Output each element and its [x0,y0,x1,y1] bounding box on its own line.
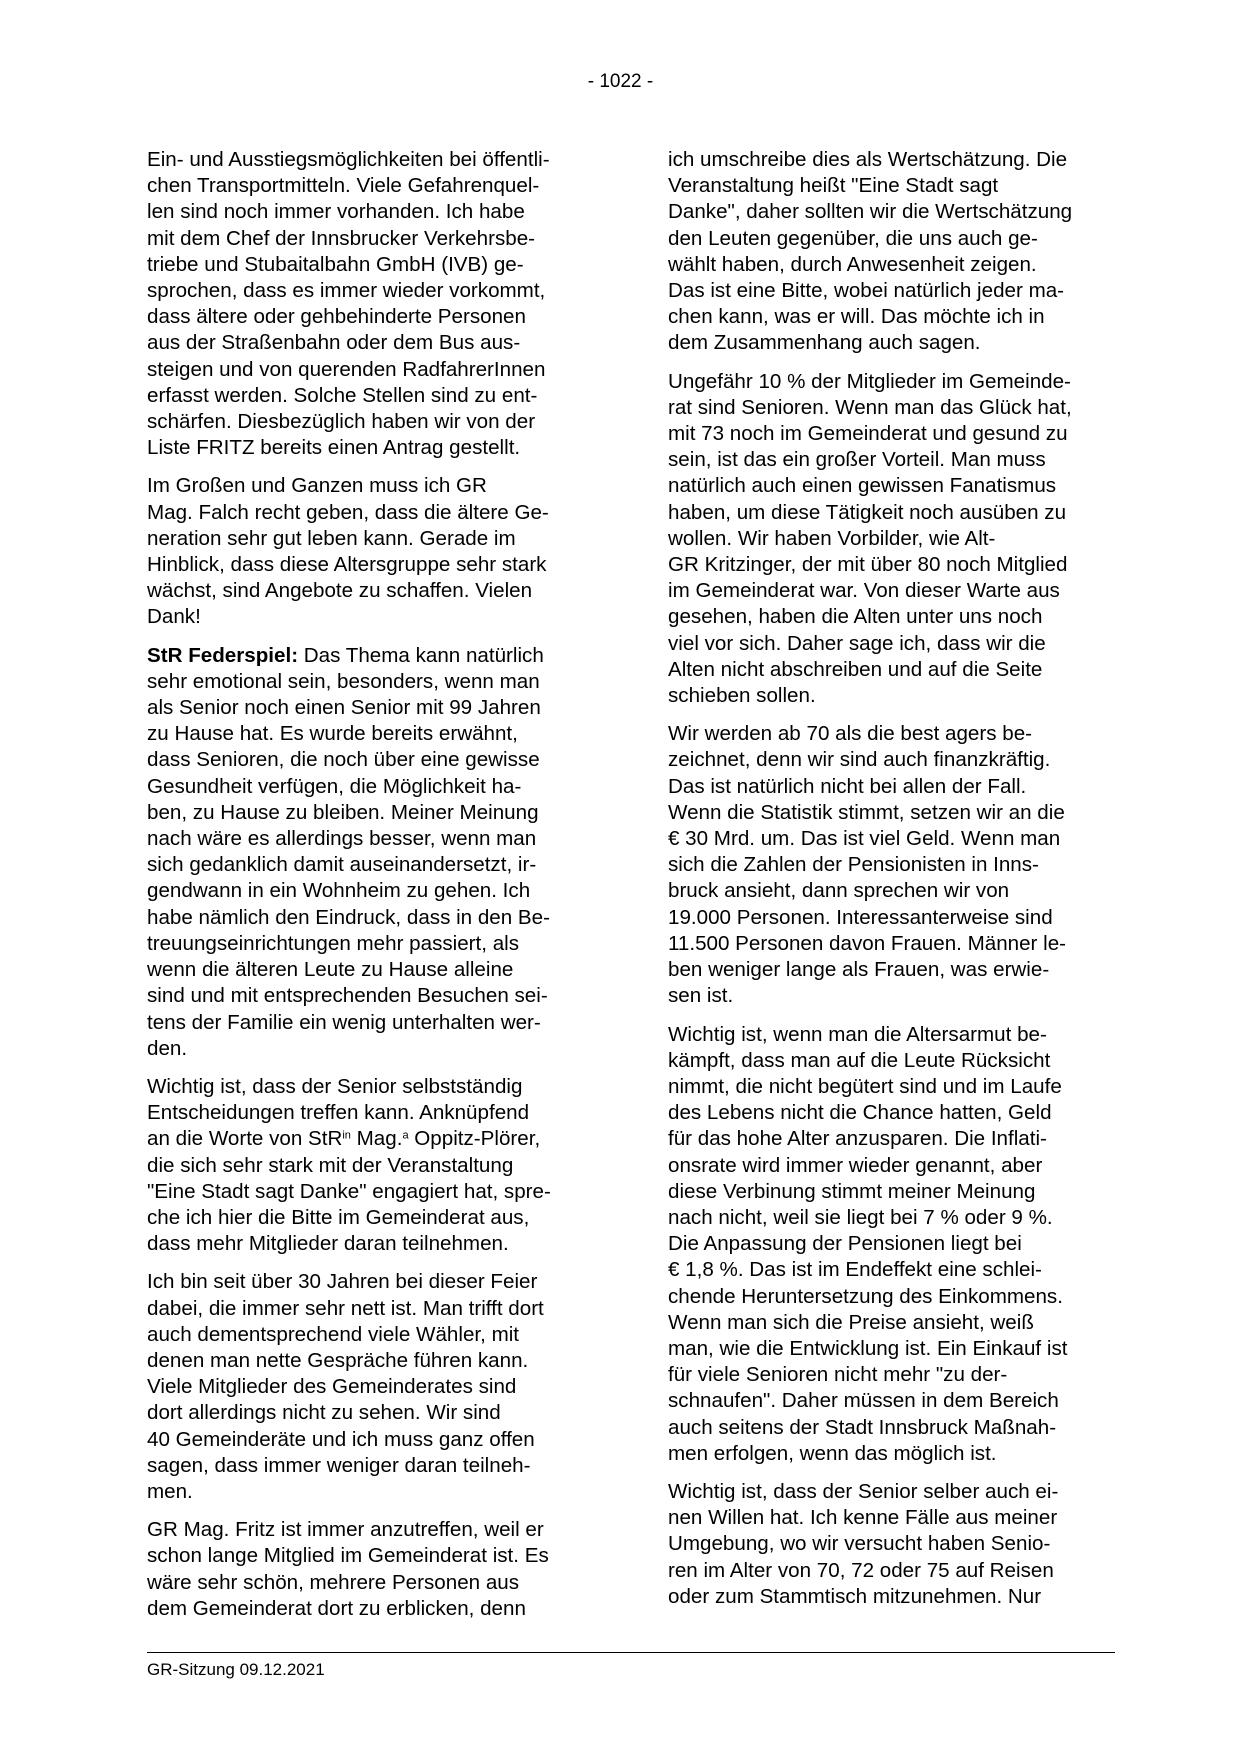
text-line: kämpft, dass man auf die Leute Rücksicht [668,1048,1051,1072]
text-line: GR Mag. Fritz ist immer anzutreffen, weil er [147,1518,544,1542]
text-line: sich die Zahlen der Pensionisten in Inns- [668,853,1039,877]
text-line: Wenn man sich die Preise ansieht, weiß [668,1310,1034,1334]
text-line: sehr emotional sein, besonders, wenn man [147,669,540,693]
text-line: Danke", daher sollten wir die Wertschätzung [668,200,1073,224]
right-paragraph-5 [668,1479,1115,1610]
text-line: mit dem Chef der Innsbrucker Verkehrsbe- [147,226,536,250]
text-line: dem Gemeinderat dort zu erblicken, denn [147,1596,526,1620]
text-line: Wichtig ist, dass der Senior selber auch ei- [668,1479,1059,1503]
text-line: im Gemeinderat war. Von dieser Warte aus [668,579,1060,603]
superscript: in [342,1129,351,1142]
text-line: wenn die älteren Leute zu Hause alleine [147,958,514,982]
paragraph-text: Entscheidungen treffen kann. Anknüpfend [147,1101,530,1125]
text-line: ren im Alter von 70, 72 oder 75 auf Reisen [668,1558,1054,1582]
paragraph-lines [147,1154,551,1256]
text-line: Liste FRITZ bereits einen Antrag gestellt. [147,436,521,460]
text-line: Alten nicht abschreiben und auf die Seite [668,657,1043,681]
text-line: Gesundheit verfügen, die Möglichkeit ha- [147,774,522,798]
text-line: steigen und von querenden RadfahrerInnen [147,357,546,381]
text-line: Im Großen und Ganzen muss ich GR [147,474,487,498]
text-line: zu Hause hat. Es wurde bereits erwähnt, [147,722,518,746]
text-line: Ungefähr 10 % der Mitglieder im Gemeinde- [668,369,1071,393]
text-line: schnaufen". Daher müssen in dem Bereich [668,1389,1059,1413]
text-line: nach nicht, weil sie liegt bei 7 % oder 9 %. [668,1205,1053,1229]
text-line: Das ist eine Bitte, wobei natürlich jeder ma- [668,279,1065,303]
text-line: schon lange Mitglied im Gemeinderat ist. Es [147,1544,549,1568]
text-line: chende Heruntersetzung des Einkommens. [668,1284,1063,1308]
text-line: man, wie die Entwicklung ist. Ein Einkauf ist [668,1336,1068,1360]
text-line: sind und mit entsprechenden Besuchen sei- [147,984,548,1008]
text-line: erfasst werden. Solche Stellen sind zu ent- [147,383,538,407]
right-paragraph-1 [668,147,1115,357]
text-line: dass mehr Mitglieder daran teilnehmen. [147,1232,509,1256]
text-line: men. [147,1479,193,1503]
text-line: nen Willen hat. Ich kenne Fälle aus meiner [668,1506,1058,1530]
text-line: € 30 Mrd. um. Das ist viel Geld. Wenn man [668,827,1061,851]
text-line: auch dementsprechend viele Wähler, mit [147,1322,520,1346]
text-line: nimmt, die nicht begütert sind und im Laufe [668,1074,1062,1098]
text-line: den Leuten gegenüber, die uns auch ge- [668,226,1038,250]
text-line: Veranstaltung heißt "Eine Stadt sagt [668,174,999,198]
text-line: chen kann, was er will. Das möchte ich in [668,305,1045,329]
text-line: gesehen, haben die Alten unter uns noch [668,605,1043,629]
text-line: Wenn die Statistik stimmt, setzen wir an die [668,800,1065,824]
text-line: Ich bin seit über 30 Jahren bei dieser Feier [147,1270,538,1294]
text-line: zeichnet, denn wir sind auch finanzkräftig. [668,748,1051,772]
right-column [668,147,1115,1622]
text-line: triebe und Stubaitalbahn GmbH (IVB) ge- [147,252,524,276]
speaker-name: StR Federspiel: [147,643,299,667]
text-line: rat sind Senioren. Wenn man das Glück hat, [668,395,1072,419]
text-line: GR Kritzinger, der mit über 80 noch Mitglied [668,553,1068,577]
text-line: wollen. Wir haben Vorbilder, wie Alt- [668,526,996,550]
text-line: Wir werden ab 70 als die best agers be- [668,722,1033,746]
paragraph-text: an die Worte von StR [147,1127,343,1151]
text-line: natürlich auch einen gewissen Fanatismus [668,474,1057,498]
text-line: wäre sehr schön, mehrere Personen aus [147,1570,520,1594]
footer-text: GR-Sitzung 09.12.2021 [147,1660,325,1679]
text-line: len sind noch immer vorhanden. Ich habe [147,200,525,224]
text-line: aus der Straßenbahn oder dem Bus aus- [147,331,521,355]
text-line: € 1,8 %. Das ist im Endeffekt eine schlei- [668,1258,1042,1282]
text-line: Wichtig ist, wenn man die Altersarmut be- [668,1022,1047,1046]
right-paragraph-3 [668,721,1115,1009]
text-line: schieben sollen. [668,684,816,708]
text-line: denen man nette Gespräche führen kann. [147,1348,529,1372]
text-line: ben weniger lange als Frauen, was erwie- [668,958,1050,982]
text-line: diese Verbinung stimmt meiner Meinung [668,1179,1036,1203]
footer-divider [147,1652,1115,1653]
text-line: "Eine Stadt sagt Danke" engagiert hat, spre- [147,1179,551,1203]
text-line: des Lebens nicht die Chance hatten, Geld [668,1101,1052,1125]
text-line: ich umschreibe dies als Wertschätzung. Die [668,148,1068,171]
text-line: sprochen, dass es immer wieder vorkommt, [147,279,546,303]
left-paragraph-2 [147,473,594,630]
text-line: dem Zusammenhang auch sagen. [668,331,981,355]
text-line: für viele Senioren nicht mehr "zu der- [668,1363,1008,1387]
text-line: Die Anpassung der Pensionen liegt bei [668,1232,1022,1256]
text-line: onsrate wird immer wieder genannt, aber [668,1153,1043,1177]
text-line: auch seitens der Stadt Innsbruck Maßnah- [668,1415,1057,1439]
text-line: chen Transportmitteln. Viele Gefahrenquel- [147,174,540,198]
paragraph-text: Oppitz-Plörer, [408,1127,541,1151]
text-line: Das ist natürlich nicht bei allen der Fall. [668,774,1027,798]
text-line: ben, zu Hause zu bleiben. Meiner Meinung [147,800,539,824]
text-line: 19.000 Personen. Interessanterweise sind [668,905,1053,929]
text-line: tens der Familie ein wenig unterhalten wer- [147,1010,541,1034]
left-paragraph-4 [147,1074,594,1257]
left-paragraph-5 [147,1269,594,1505]
left-paragraph-3 [147,643,594,1062]
text-line: Dank! [147,605,201,629]
text-line: treuungseinrichtungen mehr passiert, als [147,931,520,955]
text-line: als Senior noch einen Senior mit 99 Jahren [147,696,541,720]
text-line: dass Senioren, die noch über eine gewisse [147,748,540,772]
paragraph-lines [147,670,550,1060]
text-line: gendwann in ein Wohnheim zu gehen. Ich [147,879,531,903]
text-line: wächst, sind Angebote zu schaffen. Vielen [147,579,533,603]
left-column [147,147,594,1634]
text-line: Umgebung, wo wir versucht haben Senio- [668,1532,1051,1556]
text-line: habe nämlich den Eindruck, dass in den Be- [147,905,550,929]
paragraph-text: Das Thema kann natürlich [298,643,544,667]
text-line: 11.500 Personen davon Frauen. Männer le- [668,931,1067,955]
paragraph-text: Wichtig ist, dass der Senior selbstständig [147,1074,523,1098]
text-line: che ich hier die Bitte im Gemeinderat aus, [147,1205,530,1229]
page-number: - 1022 - [587,71,654,92]
text-line: neration sehr gut leben kann. Gerade im [147,526,516,550]
text-line: Ein- und Ausstiegsmöglichkeiten bei öffentli- [147,148,550,171]
left-paragraph-1 [147,147,594,461]
text-line: sein, ist das ein großer Vorteil. Man muss [668,448,1046,472]
text-line: Mag. Falch recht geben, dass die ältere Ge- [147,500,549,524]
text-line: men erfolgen, wenn das möglich ist. [668,1441,997,1465]
text-line: viel vor sich. Daher sage ich, dass wir die [668,631,1046,655]
text-line: 40 Gemeinderäte und ich muss ganz offen [147,1427,535,1451]
text-line: dass ältere oder gehbehinderte Personen [147,305,526,329]
text-line: den. [147,1036,188,1060]
text-line: Viele Mitglieder des Gemeinderates sind [147,1375,517,1399]
right-paragraph-2 [668,369,1115,710]
text-line: schärfen. Diesbezüglich haben wir von der [147,410,536,434]
text-line: bruck ansieht, dann sprechen wir von [668,879,1010,903]
superscript: a [402,1129,409,1142]
text-line: mit 73 noch im Gemeinderat und gesund zu [668,422,1068,446]
text-line: die sich sehr stark mit der Veranstaltung [147,1153,514,1177]
text-line: wählt haben, durch Anwesenheit zeigen. [668,252,1037,276]
text-line: Hinblick, dass diese Altersgruppe sehr stark [147,553,547,577]
text-line: nach wäre es allerdings besser, wenn man [147,827,537,851]
text-line: oder zum Stammtisch mitzunehmen. Nur [668,1584,1042,1608]
text-line: sich gedanklich damit auseinandersetzt, ir- [147,853,537,877]
text-line: haben, um diese Tätigkeit noch ausüben zu [668,500,1067,524]
text-line: dort allerdings nicht zu sehen. Wir sind [147,1401,501,1425]
text-line: sagen, dass immer weniger daran teilneh- [147,1453,531,1477]
text-line: sen ist. [668,984,734,1008]
text-line: für das hohe Alter anzusparen. Die Inflati- [668,1127,1047,1151]
text-line: dabei, die immer sehr nett ist. Man trifft dort [147,1296,544,1320]
left-paragraph-6 [147,1517,594,1622]
right-paragraph-4 [668,1022,1115,1467]
paragraph-text: Mag. [350,1127,403,1151]
